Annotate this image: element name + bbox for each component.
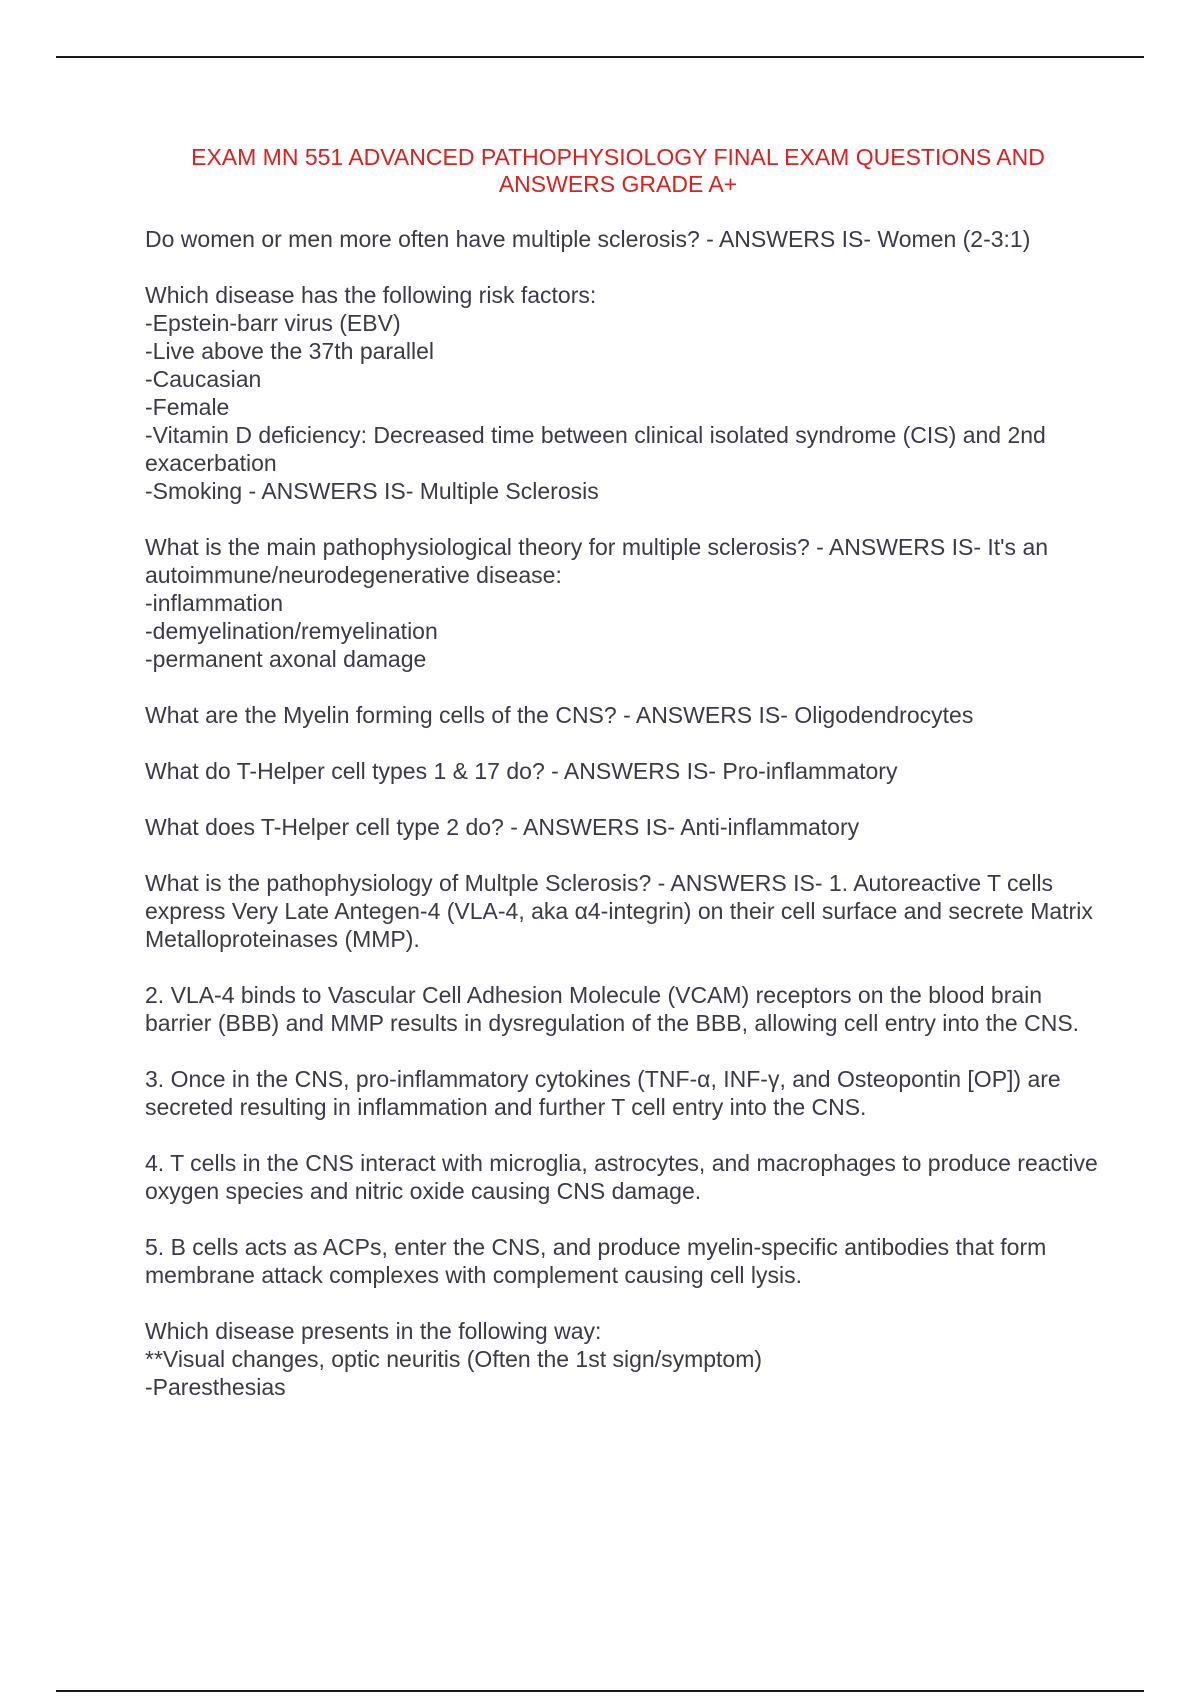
qa-paragraph: What are the Myelin forming cells of the CNS? - ANSWERS IS- Oligodendrocytes (145, 702, 974, 728)
document-body (145, 225, 1105, 1429)
qa-paragraph: What is the pathophysiology of Multple Sclerosis? - ANSWERS IS- 1. Autoreactive T cells express Very Late Antegen-4 (VLA-4, aka α4-integrin) on their cell surface and secrete Matrix Metalloproteinases (MMP). (145, 870, 1093, 952)
top-divider (56, 56, 1144, 58)
page-title-line-1: EXAM MN 551 ADVANCED PATHOPHYSIOLOGY FINAL EXAM QUESTIONS AND (191, 144, 1045, 170)
qa-paragraph: What does T-Helper cell type 2 do? - ANSWERS IS- Anti-inflammatory (145, 814, 860, 840)
qa-paragraph: Which disease presents in the following way: **Visual changes, optic neuritis (Often the 1st sign/symptom) -Paresthesias (145, 1318, 763, 1400)
qa-paragraph: 4. T cells in the CNS interact with microglia, astrocytes, and macrophages to produce reactive oxygen species and nitric oxide causing CNS damage. (145, 1150, 1098, 1204)
qa-paragraph: 2. VLA-4 binds to Vascular Cell Adhesion Molecule (VCAM) receptors on the blood brain barrier (BBB) and MMP results in dysregulation of the BBB, allowing cell entry into the CNS. (145, 982, 1080, 1036)
qa-paragraph: 3. Once in the CNS, pro-inflammatory cytokines (TNF-α, INF-γ, and Osteopontin [OP]) are secreted resulting in inflammation and further T cell entry into the CNS. (145, 1066, 1061, 1120)
page-title-line-2: ANSWERS GRADE A+ (498, 171, 738, 197)
qa-paragraph: 5. B cells acts as ACPs, enter the CNS, and produce myelin-specific antibodies that form membrane attack complexes with complement causing cell lysis. (145, 1234, 1047, 1288)
qa-paragraph: Do women or men more often have multiple sclerosis? - ANSWERS IS- Women (2-3:1) (145, 226, 1031, 252)
bottom-divider (56, 1690, 1144, 1692)
page-title (140, 144, 1096, 198)
qa-paragraph: What is the main pathophysiological theory for multiple sclerosis? - ANSWERS IS- It's an autoimmune/neurodegenerative disease: -inflammation -demyelination/remyelination -permanent axonal damage (145, 534, 1049, 672)
qa-paragraph: What do T-Helper cell types 1 & 17 do? - ANSWERS IS- Pro-inflammatory (145, 758, 898, 784)
qa-paragraph: Which disease has the following risk factors: -Epstein-barr virus (EBV) -Live above the 37th parallel -Caucasian -Female -Vitamin D deficiency: Decreased time between clinical isolated syndrome (CIS) and 2nd exacerbation -Smoking - ANSWERS IS- Multiple Sclerosis (145, 282, 1046, 504)
